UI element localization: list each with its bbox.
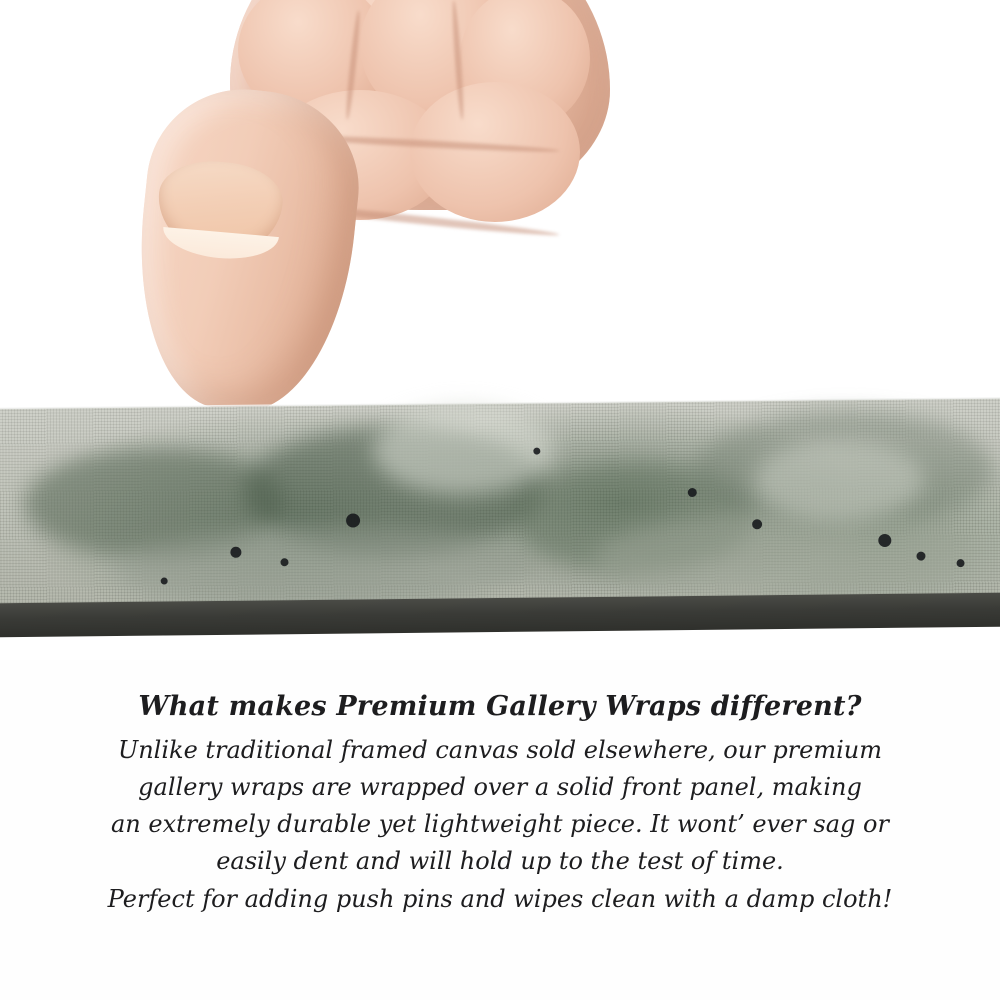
caption-heading: What makes Premium Gallery Wraps different? <box>138 691 862 722</box>
canvas-edge-strip <box>0 399 1000 628</box>
caption-block <box>0 690 1000 918</box>
paint-speck <box>280 558 288 566</box>
paint-speck <box>878 534 891 547</box>
caption-line: an extremely durable yet lightweight piece. It wont’ ever sag or <box>111 810 889 839</box>
paint-speck <box>161 577 168 584</box>
paint-speck <box>688 488 697 497</box>
caption-line: Unlike traditional framed canvas sold elsewhere, our premium <box>117 735 882 764</box>
finger-knuckle <box>410 82 580 222</box>
paint-speck <box>957 559 965 567</box>
paint-speck <box>916 552 925 561</box>
paint-speck <box>346 513 360 527</box>
paint-speck <box>752 519 762 529</box>
caption-line: Perfect for adding push pins and wipes clean with a damp cloth! <box>107 884 893 913</box>
paint-speck <box>533 448 540 455</box>
caption-line: easily dent and will hold up to the test of time. <box>216 847 784 876</box>
hand-image <box>110 0 580 430</box>
paint-speck <box>230 547 241 558</box>
caption-line: gallery wraps are wrapped over a solid front panel, making <box>138 772 862 801</box>
